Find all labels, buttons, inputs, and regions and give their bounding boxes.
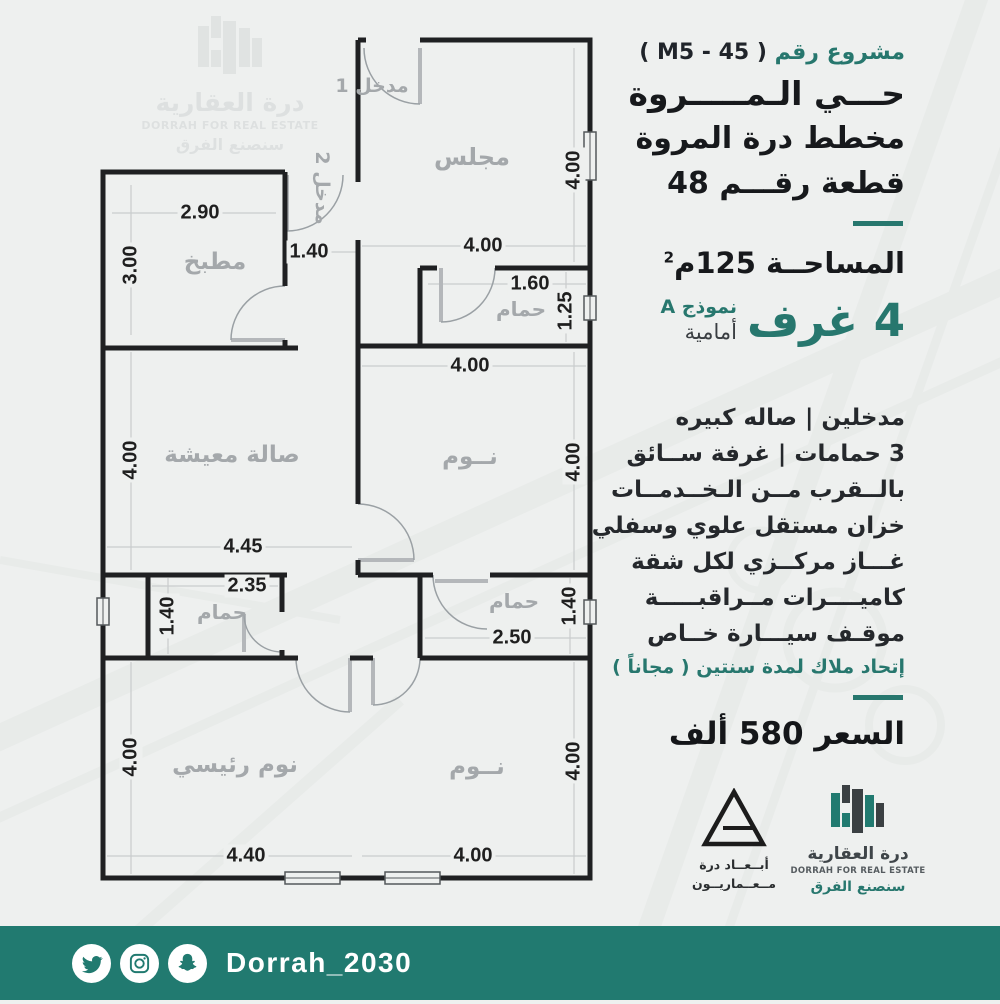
room-label-1: مطبخ xyxy=(183,249,247,275)
room-label-9: مدخل 1 xyxy=(335,75,409,97)
plan-title: مخطط درة المروة xyxy=(635,121,905,156)
abaad-line2: مــعــماريــون xyxy=(692,875,776,891)
building-bar xyxy=(842,785,850,803)
dimension-label-17: 4.00 xyxy=(563,739,586,784)
area-label: المساحــة 125م xyxy=(674,246,905,280)
twitter-icon[interactable] xyxy=(72,944,111,983)
snapchat-icon[interactable] xyxy=(168,944,207,983)
building-bar xyxy=(865,795,874,827)
instagram-icon[interactable] xyxy=(120,944,159,983)
watermark-name-english: DORRAH FOR REAL ESTATE xyxy=(141,119,319,132)
room-label-5: حمام xyxy=(197,600,247,624)
dimension-label-0: 2.90 xyxy=(178,202,223,225)
dimension-label-13: 2.50 xyxy=(490,627,535,650)
project-label: مشروع رقم xyxy=(774,40,905,65)
feature-line-2: بالــقرب مــن الـخــدمــات xyxy=(611,477,905,503)
divider-line xyxy=(853,221,903,226)
project-code: ( M5 - 45 ) xyxy=(639,40,767,65)
dimension-label-15: 4.00 xyxy=(120,735,143,780)
dimension-label-3: 4.00 xyxy=(461,235,506,258)
room-label-3: صالة معيشة xyxy=(164,442,300,468)
feature-line-5: كاميــــرات مــراقبـــــة xyxy=(644,585,905,611)
abaad-line1: أبــعــاد درة xyxy=(699,857,769,872)
room-label-7: نوم رئيسي xyxy=(172,752,298,778)
room-label-10: مدخل 2 xyxy=(311,151,333,225)
feature-line-0: مدخلين | صاله كبيره xyxy=(675,405,905,431)
building-bar xyxy=(852,789,863,833)
dimension-label-6: 1.25 xyxy=(555,289,578,334)
dimension-label-11: 2.35 xyxy=(225,575,270,598)
feature-line-1: 3 حمامات | غرفة ســائق xyxy=(626,441,905,467)
abaad-text xyxy=(688,856,780,894)
model-label: نموذج A xyxy=(660,295,737,318)
feature-line-4: غـــاز مركــزي لكل شقة xyxy=(631,549,905,575)
dimension-label-4: 4.00 xyxy=(563,148,586,193)
room-label-4: نــوم xyxy=(442,444,498,470)
social-handle[interactable]: Dorrah_2030 xyxy=(226,947,413,978)
feature-line-6: موقـف سيـــارة خــاص xyxy=(647,621,905,647)
features-list xyxy=(592,400,905,652)
dimension-label-7: 4.00 xyxy=(448,355,493,378)
building-bar xyxy=(842,813,850,827)
plot-number-title: قطعة رقـــم 48 xyxy=(667,166,905,201)
dorrah-name-arabic: درة العقارية xyxy=(807,844,909,864)
abaad-architects-logo xyxy=(688,788,780,894)
dimension-label-2: 1.40 xyxy=(287,241,332,264)
district-title: حـــي الـمـــــروة xyxy=(628,74,905,113)
dorrah-realestate-logo xyxy=(790,783,926,895)
abaad-triangle-icon xyxy=(701,788,767,848)
dimension-label-1: 3.00 xyxy=(120,243,143,288)
area-superscript: 2 xyxy=(663,248,675,267)
footer-bar xyxy=(0,926,1000,1000)
offer-line: إتحاد ملاك لمدة سنتين ( مجاناً ) xyxy=(612,656,905,678)
dimension-label-18: 4.00 xyxy=(451,845,496,868)
divider-line-2 xyxy=(853,695,903,700)
dimension-label-10: 4.45 xyxy=(221,536,266,559)
model-orientation: أمامية xyxy=(684,320,737,345)
building-bar xyxy=(876,803,884,827)
dimension-label-9: 4.00 xyxy=(120,438,143,483)
room-label-2: حمام xyxy=(496,297,546,321)
building-bar xyxy=(831,793,840,827)
room-label-8: نــوم xyxy=(449,754,505,780)
dimension-label-8: 4.00 xyxy=(563,440,586,485)
feature-line-3: خزان مستقل علوي وسفلي xyxy=(591,513,905,539)
dimension-label-12: 1.40 xyxy=(157,594,180,639)
room-label-0: مجلس xyxy=(434,143,510,171)
dorrah-buildings-icon xyxy=(831,783,885,839)
room-label-6: حمام xyxy=(489,589,539,613)
area-line xyxy=(664,246,905,280)
watermark-name-arabic: درة العقارية xyxy=(155,88,305,117)
price-line: السعر 580 ألف xyxy=(668,716,905,752)
model-row xyxy=(660,294,905,347)
dorrah-slogan: سنصنع الفرق xyxy=(810,879,906,895)
watermark-slogan: سنصنع الفرق xyxy=(175,135,285,154)
project-number-line xyxy=(639,40,905,65)
dimension-label-5: 1.60 xyxy=(508,273,553,296)
rooms-count: 4 غرف xyxy=(747,294,905,347)
dimension-label-14: 1.40 xyxy=(559,584,582,629)
dimension-label-16: 4.40 xyxy=(224,845,269,868)
dorrah-name-english: DORRAH FOR REAL ESTATE xyxy=(790,866,926,876)
